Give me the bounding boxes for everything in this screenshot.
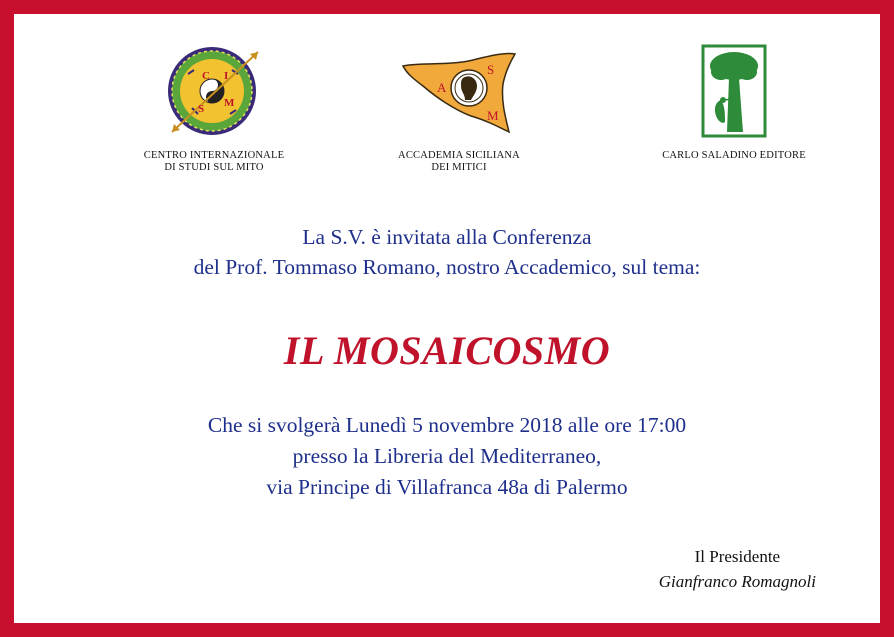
- asm-logo-block: [344, 44, 574, 174]
- intro-line1: La S.V. è invitata alla Conferenza: [302, 225, 592, 249]
- asm-sicily-emblem-icon: [389, 44, 529, 138]
- cism-letter-m: M: [224, 97, 235, 109]
- signature-block: [659, 544, 816, 594]
- asm-caption-line2: DEI MITICI: [431, 162, 487, 173]
- signature-role: Il Presidente: [694, 547, 781, 566]
- asm-letter-a: A: [437, 80, 447, 95]
- invitation-intro: [14, 222, 880, 282]
- details-venue: presso la Libreria del Mediterraneo,: [292, 444, 602, 468]
- signature-name: Gianfranco Romagnoli: [658, 572, 816, 591]
- asm-letter-s: S: [487, 62, 495, 77]
- editore-tree-woodpecker-icon: [699, 44, 769, 138]
- cism-letter-s: S: [198, 103, 205, 115]
- asm-caption-line1: ACCADEMIA SICILIANA: [398, 150, 520, 161]
- editore-logo-block: [634, 44, 834, 162]
- asm-caption: [398, 150, 520, 174]
- cism-caption-line2: DI STUDI SUL MITO: [164, 162, 264, 173]
- editore-caption: [662, 150, 806, 162]
- event-details: [14, 410, 880, 503]
- cism-letter-i: I: [224, 70, 229, 82]
- details-address: via Principe di Villafranca 48a di Palermo: [266, 475, 628, 499]
- editore-caption-line1: CARLO SALADINO EDITORE: [662, 150, 806, 161]
- conference-title: IL MOSAICOSMO: [283, 328, 611, 373]
- cism-letter-c: C: [202, 70, 210, 82]
- details-date-time: Che si svolgerà Lunedì 5 novembre 2018 alle ore 17:00: [207, 413, 687, 437]
- cism-emblem-icon: [154, 44, 274, 138]
- intro-line2: del Prof. Tommaso Romano, nostro Accademico, sul tema:: [193, 255, 701, 279]
- asm-letter-m: M: [487, 108, 499, 123]
- cism-caption-line1: CENTRO INTERNAZIONALE: [143, 150, 285, 161]
- cism-logo-block: [114, 44, 314, 174]
- cism-caption: [144, 150, 284, 174]
